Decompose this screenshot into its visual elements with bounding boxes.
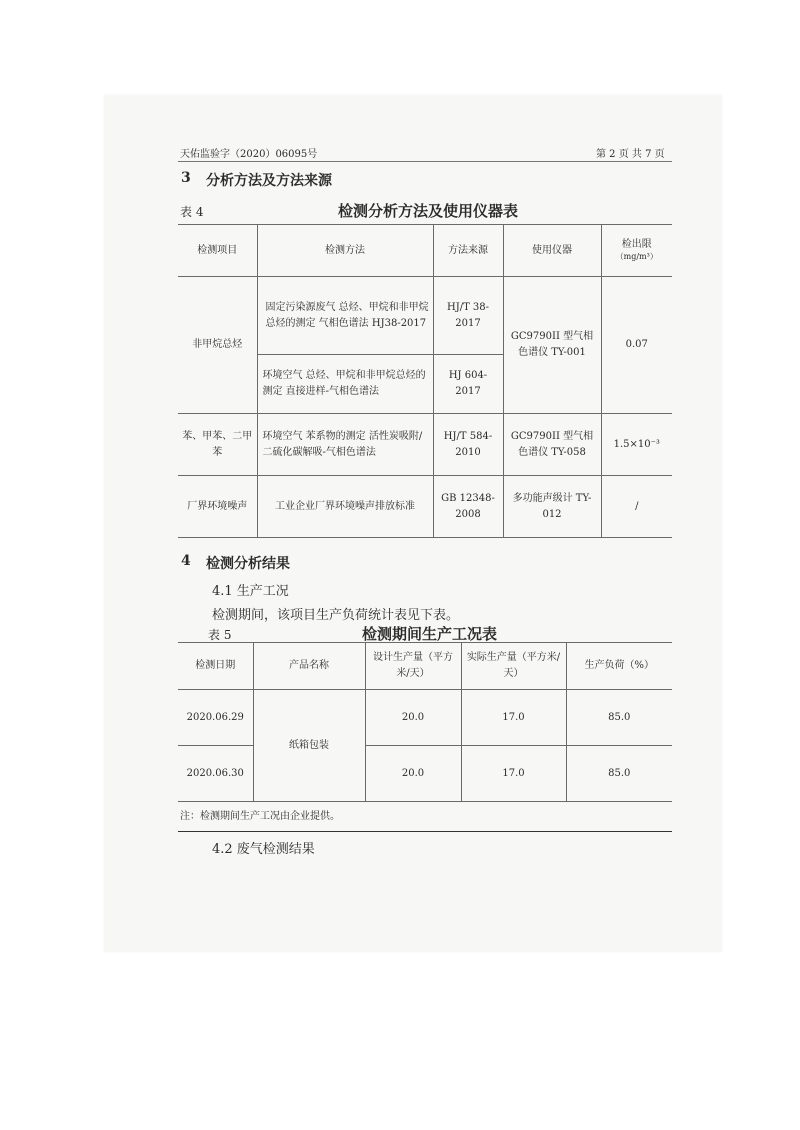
table-row [178,277,672,355]
table-row [178,690,672,746]
production-paragraph: 检测期间，该项目生产负荷统计表见下表。 [212,608,460,623]
table4-source-1: HJ/T 38-2017 [433,277,503,355]
table4-source-2: HJ 604-2017 [433,355,503,414]
table4-method-3: 环境空气 苯系物的测定 活性炭吸附/二硫化碳解吸-气相色谱法 [257,414,433,476]
table4-source-3: HJ/T 584-2010 [433,414,503,476]
subsection-4-2-title: 4.2 废气检测结果 [212,842,315,857]
table4-title: 检测分析方法及使用仪器表 [338,202,519,220]
table-row [178,746,672,802]
table4-header-instrument: 使用仪器 [503,225,601,277]
table5-header-row [178,643,672,690]
section4-number: 4 [181,553,191,569]
table4-header-source: 方法来源 [433,225,503,277]
table5-load-2: 85.0 [566,746,672,802]
table5-label: 表 5 [208,628,232,642]
table4-header-limit-unit: （mg/m³） [615,251,658,261]
table4-header-row [178,225,672,277]
table4-instrument-noise: 多功能声级计 TY-012 [503,476,601,538]
report-number: 天佑监验字（2020）06095号 [180,149,318,160]
table5-date-2: 2020.06.30 [178,746,253,802]
table4-item-nmhc: 非甲烷总烃 [178,277,257,414]
table5-actual-1: 17.0 [461,690,566,746]
table5-product: 纸箱包装 [253,690,365,802]
table4-item-noise: 厂界环境噪声 [178,476,257,538]
table4-header-limit [601,225,672,277]
table5-date-1: 2020.06.29 [178,690,253,746]
table5-header-actual: 实际生产量（平方米/天） [461,643,566,690]
table5-header-design: 设计生产量（平方米/天） [365,643,461,690]
table5-actual-2: 17.0 [461,746,566,802]
table5-note-row [178,802,672,832]
table4-item-benzene: 苯、甲苯、二甲苯 [178,414,257,476]
table4-instrument-nmhc: GC9790II 型气相色谱仪 TY-001 [503,277,601,414]
table5-design-2: 20.0 [365,746,461,802]
page-info: 第 2 页 共 7 页 [596,149,665,160]
table5-title: 检测期间生产工况表 [362,625,498,643]
table4-method-2: 环境空气 总烃、甲烷和非甲烷总烃的测定 直接进样-气相色谱法 [257,355,433,414]
table4-method-4: 工业企业厂界环境噪声排放标准 [257,476,433,538]
table4-limit-noise: / [601,476,672,538]
table4-limit-benzene: 1.5×10⁻³ [601,414,672,476]
table4 [178,224,672,538]
table4-instrument-benzene: GC9790II 型气相色谱仪 TY-058 [503,414,601,476]
subsection-4-1-title: 4.1 生产工况 [212,584,289,599]
section4-title: 检测分析结果 [206,556,290,572]
table5-design-1: 20.0 [365,690,461,746]
table5-header-load: 生产负荷（%） [566,643,672,690]
table-row [178,476,672,538]
table5 [178,642,672,832]
table5-header-date: 检测日期 [178,643,253,690]
table-row [178,414,672,476]
table5-load-1: 85.0 [566,690,672,746]
table5-header-product: 产品名称 [253,643,365,690]
section3-number: 3 [181,170,191,186]
table4-method-1: 固定污染源废气 总烃、甲烷和非甲烷总烃的测定 气相色谱法 HJ38-2017 [257,277,433,355]
table5-note: 注：检测期间生产工况由企业提供。 [178,802,672,832]
header-rule [178,161,672,162]
table4-label: 表 4 [180,205,204,219]
table4-header-method: 检测方法 [257,225,433,277]
table4-source-4: GB 12348-2008 [433,476,503,538]
table4-header-item: 检测项目 [178,225,257,277]
section3-title: 分析方法及方法来源 [206,173,332,189]
table4-header-limit-label: 检出限 [621,238,652,250]
table4-limit-nmhc: 0.07 [601,277,672,414]
